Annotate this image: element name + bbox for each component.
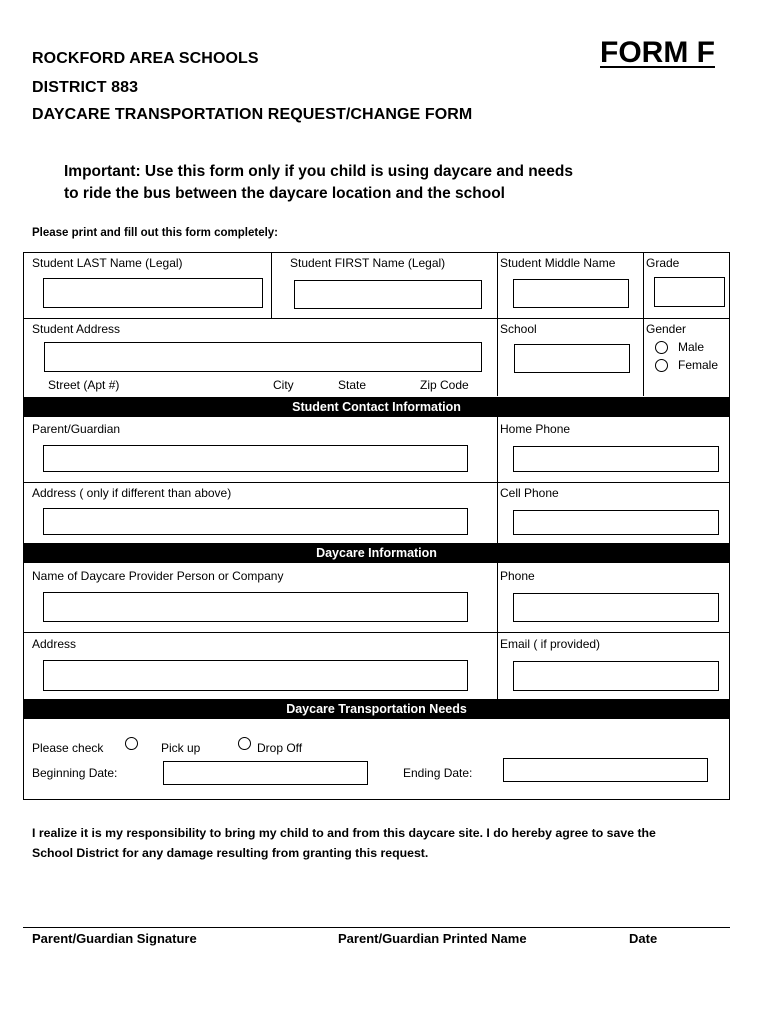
school-field[interactable] xyxy=(514,344,630,373)
student-address-field[interactable] xyxy=(44,342,482,372)
first-name-field[interactable] xyxy=(294,280,482,309)
school-label: School xyxy=(500,322,537,336)
parent-label: Parent/Guardian xyxy=(32,422,121,436)
daycare-address-field[interactable] xyxy=(43,660,468,691)
male-label: Male xyxy=(678,340,705,354)
first-name-label: Student FIRST Name (Legal) xyxy=(290,256,446,270)
parent-field[interactable] xyxy=(43,445,468,472)
date-label: Date xyxy=(629,931,658,946)
col-divider xyxy=(271,252,272,318)
city-label: City xyxy=(273,378,294,392)
pickup-radio[interactable] xyxy=(125,737,138,750)
cell-phone-field[interactable] xyxy=(513,510,719,535)
end-date-field[interactable] xyxy=(503,758,708,782)
email-field[interactable] xyxy=(513,661,719,691)
home-phone-label: Home Phone xyxy=(500,422,571,436)
daycare-address-label: Address xyxy=(32,637,77,651)
form-id: FORM F xyxy=(600,36,715,69)
dropoff-radio[interactable] xyxy=(238,737,251,750)
grade-field[interactable] xyxy=(654,277,725,307)
district-name: DISTRICT 883 xyxy=(32,79,139,96)
begin-date-field[interactable] xyxy=(163,761,368,785)
end-date-label: Ending Date: xyxy=(403,766,473,780)
agreement-line-1: I realize it is my responsibility to bring my child to and from this daycare site. I do hereby agree to save the xyxy=(32,826,656,840)
daycare-section-header: Daycare Information xyxy=(23,543,730,563)
pickup-label: Pick up xyxy=(161,741,201,755)
email-label: Email ( if provided) xyxy=(500,637,601,651)
female-label: Female xyxy=(678,358,719,372)
row-divider xyxy=(23,318,730,319)
dropoff-label: Drop Off xyxy=(257,741,303,755)
gender-label: Gender xyxy=(646,322,687,336)
notice-line-2: to ride the bus between the daycare location and the school xyxy=(64,185,505,202)
cell-phone-label: Cell Phone xyxy=(500,486,559,500)
last-name-field[interactable] xyxy=(43,278,263,308)
home-phone-field[interactable] xyxy=(513,446,719,472)
col-divider xyxy=(643,252,644,396)
contact-address-label: Address ( only if different than above) xyxy=(32,486,232,500)
middle-name-label: Student Middle Name xyxy=(500,256,616,270)
male-radio[interactable] xyxy=(655,341,668,354)
female-radio[interactable] xyxy=(655,359,668,372)
col-divider xyxy=(497,252,498,396)
begin-date-label: Beginning Date: xyxy=(32,766,118,780)
form-title: DAYCARE TRANSPORTATION REQUEST/CHANGE FORM xyxy=(32,106,473,123)
daycare-phone-label: Phone xyxy=(500,569,535,583)
provider-label: Name of Daycare Provider Person or Company xyxy=(32,569,284,583)
provider-field[interactable] xyxy=(43,592,468,622)
contact-address-field[interactable] xyxy=(43,508,468,535)
printed-name-label: Parent/Guardian Printed Name xyxy=(338,931,527,946)
signature-line xyxy=(23,927,730,928)
row-divider xyxy=(23,632,730,633)
check-label: Please check xyxy=(32,741,104,755)
col-divider xyxy=(497,417,498,544)
school-name: ROCKFORD AREA SCHOOLS xyxy=(32,50,259,67)
row-divider xyxy=(23,482,730,483)
agreement-line-2: School District for any damage resulting from granting this request. xyxy=(32,846,429,860)
student-address-label: Student Address xyxy=(32,322,121,336)
middle-name-field[interactable] xyxy=(513,279,629,308)
transport-section-header: Daycare Transportation Needs xyxy=(23,699,730,719)
last-name-label: Student LAST Name (Legal) xyxy=(32,256,183,270)
state-label: State xyxy=(338,378,367,392)
street-label: Street (Apt #) xyxy=(48,378,120,392)
grade-label: Grade xyxy=(646,256,680,270)
signature-label: Parent/Guardian Signature xyxy=(32,931,197,946)
instruction-text: Please print and fill out this form completely: xyxy=(32,227,279,239)
daycare-phone-field[interactable] xyxy=(513,593,719,622)
notice-line-1: Important: Use this form only if you child is using daycare and needs xyxy=(64,163,574,180)
contact-section-header: Student Contact Information xyxy=(23,397,730,417)
zip-label: Zip Code xyxy=(420,378,469,392)
